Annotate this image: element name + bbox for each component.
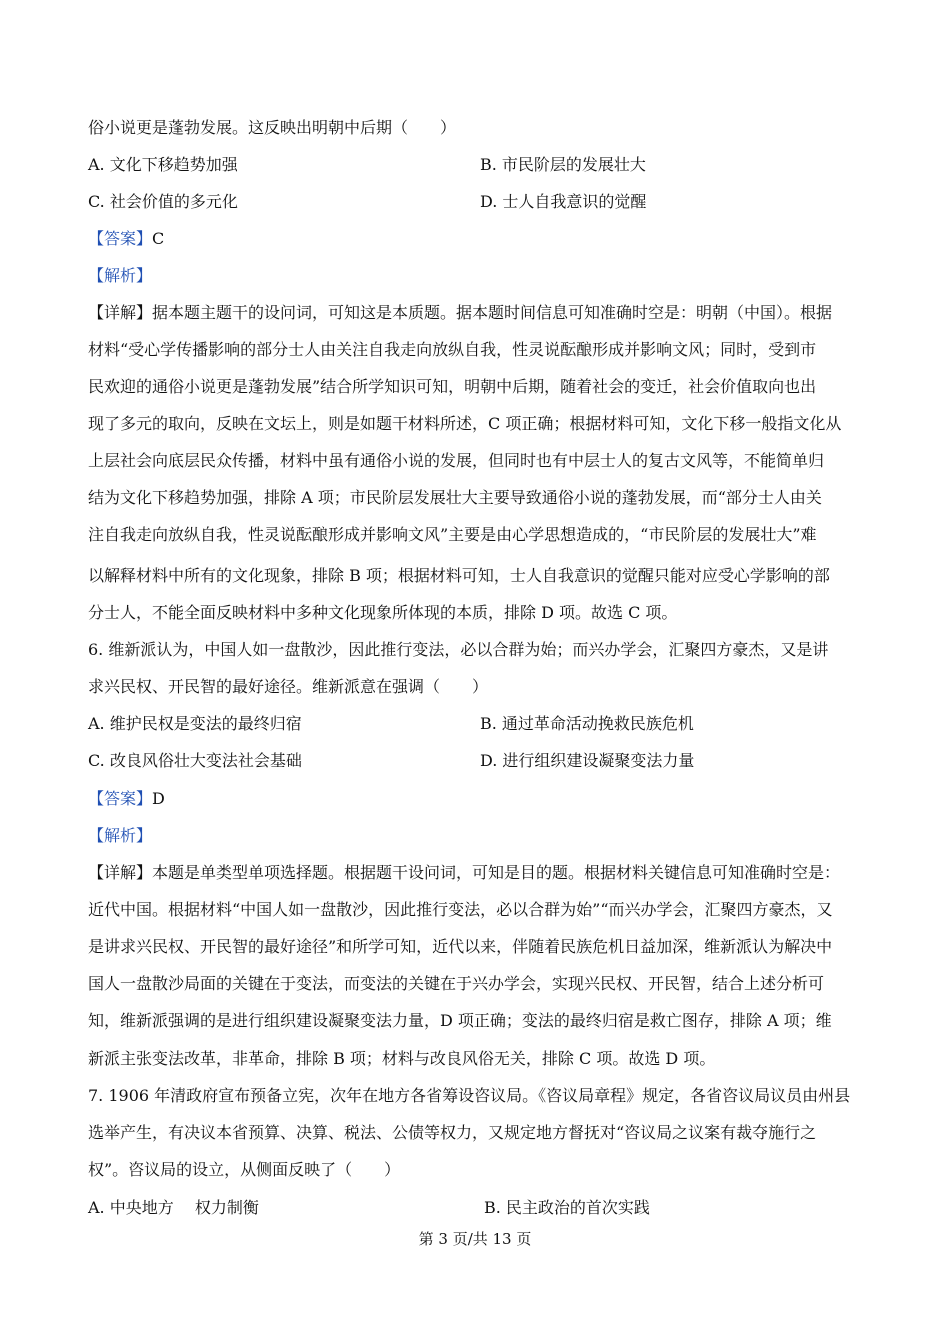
q6-detail-line: 知，维新派强调的是进行组织建设凝聚变法力量，D 项正确；变法的最终归宿是救亡图存，排除 A 项；维 xyxy=(88,1011,832,1030)
q5-detail-line: 民欢迎的通俗小说更是蓬勃发展”结合所学知识可知，明朝中后期，随着社会的变迁，社会价值取向也出 xyxy=(88,377,817,396)
q5-detail-line: 上层社会向底层民众传播，材料中虽有通俗小说的发展，但同时也有中层士人的复古文风等，不能简单归 xyxy=(88,451,825,470)
q6-detail-line: 是讲求兴民权、开民智的最好途径”和所学可知，近代以来，伴随着民族危机日益加深，维新派认为解决中 xyxy=(88,937,833,956)
q6-option-a: A. 维护民权是变法的最终归宿 xyxy=(88,714,302,733)
q5-option-d: D. 士人自我意识的觉醒 xyxy=(480,192,647,211)
q6-answer xyxy=(88,789,165,809)
q5-detail-line xyxy=(88,303,832,323)
q6-detail-line: 近代中国。根据材料“中国人如一盘散沙，因此推行变法，必以合群为始”“而兴办学会，汇聚四方豪杰，又 xyxy=(88,900,833,919)
answer-tag: 【答案】 xyxy=(88,229,153,248)
q7-option-b: B. 民主政治的首次实践 xyxy=(484,1198,650,1217)
q5-stem: 俗小说更是蓬勃发展。这反映出明朝中后期（ ） xyxy=(88,118,457,137)
q5-analysis-tag: 【解析】 xyxy=(88,266,153,285)
detail-text: 本题是单类型单项选择题。根据题干设问词，可知是目的题。根据材料关键信息可知准确时空是： xyxy=(152,863,841,882)
q5-option-a: A. 文化下移趋势加强 xyxy=(88,155,238,174)
q5-detail-line: 结为文化下移趋势加强，排除 A 项；市民阶层发展壮大主要导致通俗小说的蓬勃发展，而“部分士人由关 xyxy=(88,488,822,507)
detail-tag: 【详解】 xyxy=(88,863,153,882)
page-number: 第 3 页/共 13 页 xyxy=(418,1230,532,1248)
q5-option-c: C. 社会价值的多元化 xyxy=(88,192,238,211)
q5-detail-line: 以解释材料中所有的文化现象，排除 B 项；根据材料可知，士人自我意识的觉醒只能对应受心学影响的部 xyxy=(88,566,830,585)
detail-text: 据本题主题干的设问词，可知这是本质题。据本题时间信息可知准确时空是：明朝（中国）。根据 xyxy=(152,303,833,322)
answer-tag: 【答案】 xyxy=(88,789,153,808)
q5-answer xyxy=(88,229,164,249)
answer-value: D xyxy=(152,789,165,808)
q5-option-b: B. 市民阶层的发展壮大 xyxy=(480,155,646,174)
q5-detail-line: 现了多元的取向，反映在文坛上，则是如题干材料所述，C 项正确；根据材料可知，文化下移一般指文化从 xyxy=(88,414,842,433)
q7-stem-line: 7. 1906 年清政府宣布预备立宪，次年在地方各省筹设咨议局。《咨议局章程》规定，各省咨议局议员由州县 xyxy=(88,1086,851,1105)
q6-stem-line: 求兴民权、开民智的最好途径。维新派意在强调（ ） xyxy=(88,677,489,696)
q5-detail-line: 分士人，不能全面反映材料中多种文化现象所体现的本质，排除 D 项。故选 C 项。 xyxy=(88,603,678,622)
q6-stem-line: 6. 维新派认为，中国人如一盘散沙，因此推行变法，必以合群为始；而兴办学会，汇聚四方豪杰，又是讲 xyxy=(88,640,829,659)
q7-stem-line: 权”。咨议局的设立，从侧面反映了（ ） xyxy=(88,1160,401,1179)
q6-detail-line xyxy=(88,863,840,883)
q6-option-d: D. 进行组织建设凝聚变法力量 xyxy=(480,751,695,770)
q6-detail-line: 新派主张变法改革，非革命，排除 B 项；材料与改良风俗无关，排除 C 项。故选 D 项。 xyxy=(88,1049,716,1068)
detail-tag: 【详解】 xyxy=(88,303,153,322)
q6-option-b: B. 通过革命活动挽救民族危机 xyxy=(480,714,694,733)
q6-analysis-tag: 【解析】 xyxy=(88,826,153,845)
q6-option-c: C. 改良风俗壮大变法社会基础 xyxy=(88,751,302,770)
answer-value: C xyxy=(152,229,165,248)
q6-detail-line: 国人一盘散沙局面的关键在于变法，而变法的关键在于兴办学会，实现兴民权、开民智，结合上述分析可 xyxy=(88,974,825,993)
q7-option-a: A. 中央地方 权力制衡 xyxy=(88,1198,259,1217)
q7-stem-line: 选举产生，有决议本省预算、决算、税法、公债等权力，又规定地方督抚对“咨议局之议案有裁夺施行之 xyxy=(88,1123,817,1142)
q5-detail-line: 注自我走向放纵自我，性灵说酝酿形成并影响文风”主要是由心学思想造成的，“市民阶层的发展壮大”难 xyxy=(88,525,817,544)
q5-detail-line: 材料“受心学传播影响的部分士人由关注自我走向放纵自我，性灵说酝酿形成并影响文风；同时，受到市 xyxy=(88,340,817,359)
